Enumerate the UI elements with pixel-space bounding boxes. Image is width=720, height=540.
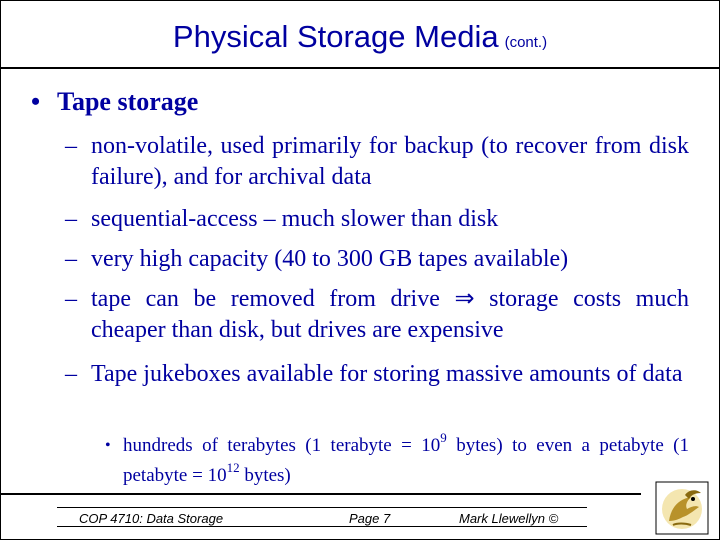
page-title xyxy=(1,19,719,55)
bullet-marker: • xyxy=(105,437,111,454)
dash-marker: – xyxy=(65,206,77,232)
sub-item-text: sequential-access – much slower than disk xyxy=(91,206,499,232)
exponent-9: 9 xyxy=(440,430,447,445)
text-before: tape can be removed from drive xyxy=(91,286,455,312)
sub-item-capacity xyxy=(65,244,689,275)
implies-arrow-icon: ⇒ xyxy=(454,286,475,312)
sub-sub-item-terabytes xyxy=(105,431,689,491)
sub-item-text: very high capacity (40 to 300 GB tapes available) xyxy=(91,246,569,272)
sub-item-text xyxy=(91,284,689,346)
sub-item-text: non-volatile, used primarily for backup (to recover from disk failure), and for archival data xyxy=(91,133,689,190)
sub-item-jukeboxes xyxy=(65,359,689,390)
sub-item-nonvolatile xyxy=(65,131,689,193)
footer-course: COP 4710: Data Storage xyxy=(79,511,224,526)
sub-item-removable xyxy=(65,284,689,346)
sub-item-text: Tape jukeboxes available for storing massive amounts of data xyxy=(91,361,683,387)
dash-marker: – xyxy=(65,361,77,387)
dash-marker: – xyxy=(65,133,77,159)
sub-sub-item-text xyxy=(123,431,689,491)
footer-author: Mark Llewellyn © xyxy=(459,511,559,526)
footer xyxy=(1,493,641,540)
exponent-12: 12 xyxy=(226,460,240,475)
bullet-marker: • xyxy=(31,87,41,116)
text-part-2: bytes) to even a petabyte (1 petabyte = 10 xyxy=(123,435,689,486)
text-after: storage costs much cheaper than disk, but drives are expensive xyxy=(91,286,690,343)
title-bar xyxy=(1,1,719,69)
title-suffix: (cont.) xyxy=(504,34,548,51)
bullet-tape-storage xyxy=(31,87,198,117)
pegasus-logo-icon xyxy=(655,481,709,535)
footer-box xyxy=(57,507,587,527)
text-part-1: hundreds of terabytes (1 terabyte = 10 xyxy=(123,435,441,456)
sub-item-sequential xyxy=(65,204,689,235)
dash-marker: – xyxy=(65,246,77,272)
bullet-text: Tape storage xyxy=(57,87,199,116)
dash-marker: – xyxy=(65,286,77,312)
title-main: Physical Storage Media xyxy=(172,19,499,54)
footer-page: Page 7 xyxy=(349,511,391,526)
text-part-3: bytes) xyxy=(239,465,291,486)
